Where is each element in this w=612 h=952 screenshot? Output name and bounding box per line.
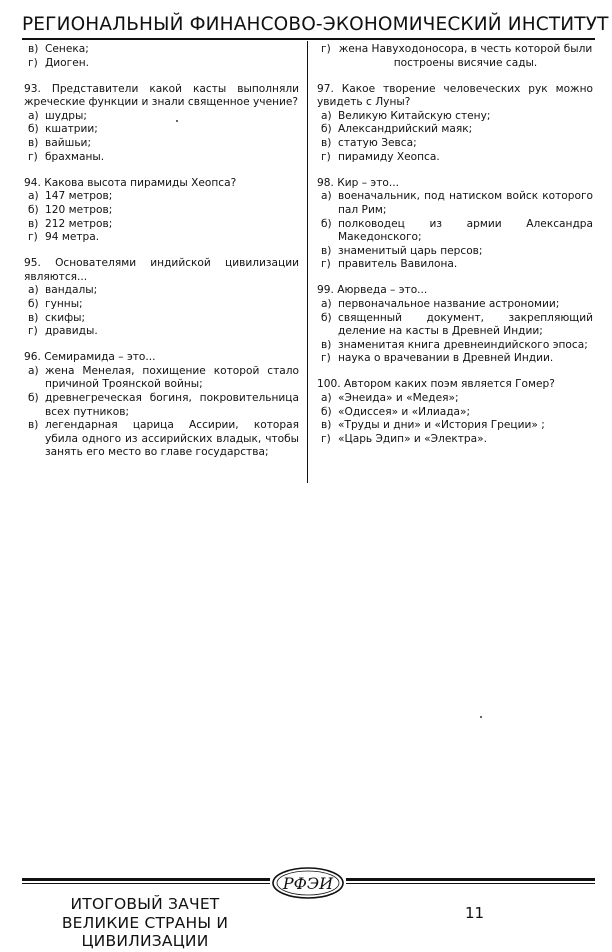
question-text: 95. Основателями индийской цивилизации являются... xyxy=(24,257,299,283)
option-label: б) xyxy=(28,123,39,136)
option-text: военачальник, под натиском войск которого пал Рим; xyxy=(338,190,593,216)
option-label: а) xyxy=(28,364,39,377)
option-label: а) xyxy=(321,392,332,405)
option-text: 94 метра. xyxy=(45,231,100,244)
option-label: г) xyxy=(28,231,38,244)
question-text: 94. Какова высота пирамиды Хеопса? xyxy=(24,176,237,189)
option-text: пирамиду Хеопса. xyxy=(338,150,440,163)
answer-option xyxy=(24,190,299,204)
option-text: гунны; xyxy=(45,298,83,310)
option-text: легендарная царица Ассирии, которая убила одного из ассирийских владык, чтобы занять его место во главе государства; xyxy=(45,419,299,459)
header-rule xyxy=(22,38,595,40)
question-text: 96. Семирамида – это... xyxy=(24,351,156,364)
answer-option xyxy=(24,231,299,245)
option-text: скифы; xyxy=(45,311,86,324)
question-text: 97. Какое творение человеческих рук можно увидеть с Луны? xyxy=(317,82,593,109)
option-label: а) xyxy=(321,109,332,122)
answer-option xyxy=(24,43,299,57)
scan-speck xyxy=(480,716,482,718)
option-text: «Труды и дни» и «История Греции» ; xyxy=(338,419,545,432)
option-text: жена Навуходоносора, в честь которой были построены висячие сады. xyxy=(338,43,593,69)
option-label: в) xyxy=(28,311,39,324)
answer-option xyxy=(317,137,593,151)
answer-option xyxy=(24,284,299,298)
institute-logo xyxy=(270,866,346,900)
option-text: «Царь Эдип» и «Электра». xyxy=(338,432,487,445)
option-label: в) xyxy=(28,137,39,150)
option-text: полководец из армии Александра Македонского; xyxy=(338,217,593,244)
option-label: г) xyxy=(321,258,331,271)
option-text: правитель Вавилона. xyxy=(338,258,458,271)
question-96-continuation xyxy=(317,43,593,70)
answer-option xyxy=(24,419,299,460)
answer-option xyxy=(317,245,593,259)
page-number: 11 xyxy=(465,904,485,922)
option-label: а) xyxy=(321,190,332,203)
option-label: б) xyxy=(28,203,39,216)
answer-option xyxy=(317,218,593,245)
option-label: б) xyxy=(321,405,332,418)
question-text: 98. Кир – это... xyxy=(317,176,399,189)
header-title: РЕГИОНАЛЬНЫЙ ФИНАНСОВО-ЭКОНОМИЧЕСКИЙ ИНСТИТУТ xyxy=(22,14,609,35)
option-label: б) xyxy=(321,311,332,324)
answer-option xyxy=(24,204,299,218)
option-text: статую Зевса; xyxy=(338,137,417,150)
question-100 xyxy=(317,378,593,446)
option-label: б) xyxy=(321,123,332,136)
option-label: в) xyxy=(28,43,39,55)
option-text: «Одиссея» и «Илиада»; xyxy=(338,405,471,418)
question-text: 93. Представители какой касты выполняли жреческие функции и знали священное учение? xyxy=(24,82,299,109)
option-label: г) xyxy=(321,352,331,365)
answer-option xyxy=(317,151,593,165)
answer-option xyxy=(24,312,299,326)
answer-option xyxy=(24,57,299,71)
question-99 xyxy=(317,284,593,366)
option-text: знаменитая книга древнеиндийского эпоса; xyxy=(338,338,588,351)
option-text: первоначальное название астрономии; xyxy=(338,298,560,310)
answer-option xyxy=(317,43,593,70)
option-label: г) xyxy=(321,43,331,55)
option-text: Александрийский маяк; xyxy=(338,123,473,136)
option-label: б) xyxy=(28,392,39,405)
answer-option xyxy=(317,110,593,124)
question-96 xyxy=(24,351,299,460)
answer-option xyxy=(317,392,593,406)
option-text: знаменитый царь персов; xyxy=(338,244,483,257)
left-column xyxy=(24,43,299,473)
answer-option xyxy=(24,151,299,165)
option-text: 212 метров; xyxy=(45,217,113,230)
right-column xyxy=(317,43,593,459)
option-text: шудры; xyxy=(45,109,87,122)
question-95 xyxy=(24,257,299,339)
footer-title xyxy=(20,895,270,951)
answer-option xyxy=(24,218,299,232)
answer-option xyxy=(317,339,593,353)
question-text: 100. Автором каких поэм является Гомер? xyxy=(317,378,555,391)
question-97 xyxy=(317,83,593,165)
option-label: г) xyxy=(321,432,331,445)
option-label: б) xyxy=(321,217,332,230)
option-label: а) xyxy=(28,109,39,122)
option-text: священный документ, закрепляющий деление на касты в Древней Индии; xyxy=(338,311,593,338)
option-text: вандалы; xyxy=(45,284,98,297)
answer-option xyxy=(317,352,593,366)
answer-option xyxy=(24,137,299,151)
answer-option xyxy=(317,419,593,433)
question-92-continuation xyxy=(24,43,299,70)
question-98 xyxy=(317,177,593,272)
option-text: «Энеида» и «Медея»; xyxy=(338,392,459,405)
option-text: кшатрии; xyxy=(45,123,98,136)
answer-option xyxy=(24,298,299,312)
question-93 xyxy=(24,83,299,165)
answer-option xyxy=(317,312,593,339)
option-text: 120 метров; xyxy=(45,203,113,216)
answer-option xyxy=(24,110,299,124)
footer-title-line: ВЕЛИКИЕ СТРАНЫ И xyxy=(61,913,229,932)
option-label: в) xyxy=(28,217,39,230)
option-text: дравиды. xyxy=(45,325,98,338)
answer-option xyxy=(24,123,299,137)
option-label: г) xyxy=(28,56,38,69)
option-text: Диоген. xyxy=(45,56,90,69)
answer-option xyxy=(317,123,593,137)
option-text: древнегреческая богиня, покровительница всех путников; xyxy=(45,392,299,418)
option-text: наука о врачевании в Древней Индии. xyxy=(338,352,554,365)
option-label: в) xyxy=(321,419,332,432)
answer-option xyxy=(317,190,593,217)
option-text: Великую Китайскую стену; xyxy=(338,109,491,122)
question-text: 99. Аюрведа – это... xyxy=(317,284,428,297)
question-94 xyxy=(24,177,299,245)
answer-option xyxy=(24,365,299,392)
option-label: г) xyxy=(28,150,38,163)
option-text: Сенека; xyxy=(45,43,89,55)
footer-title-line: ИТОГОВЫЙ ЗАЧЕТ xyxy=(70,895,220,913)
option-label: а) xyxy=(28,190,39,203)
option-text: жена Менелая, похищение которой стало причиной Троянской войны; xyxy=(45,364,299,391)
option-label: г) xyxy=(321,150,331,163)
logo-text: РФЭИ xyxy=(282,874,334,893)
column-divider xyxy=(307,41,308,483)
option-label: а) xyxy=(321,298,332,310)
answer-option xyxy=(24,392,299,419)
option-text: вайшьи; xyxy=(45,137,92,150)
option-label: б) xyxy=(28,298,39,310)
option-label: в) xyxy=(321,137,332,150)
footer-title-line: ЦИВИЛИЗАЦИИ xyxy=(81,932,209,950)
option-text: 147 метров; xyxy=(45,190,113,203)
option-label: г) xyxy=(28,325,38,338)
option-label: а) xyxy=(28,284,39,297)
scan-speck xyxy=(176,120,178,122)
answer-option xyxy=(24,325,299,339)
answer-option xyxy=(317,433,593,447)
answer-option xyxy=(317,298,593,312)
option-label: в) xyxy=(28,419,39,432)
answer-option xyxy=(317,406,593,420)
option-text: брахманы. xyxy=(45,150,105,163)
answer-option xyxy=(317,258,593,272)
option-label: в) xyxy=(321,338,332,351)
option-label: в) xyxy=(321,244,332,257)
